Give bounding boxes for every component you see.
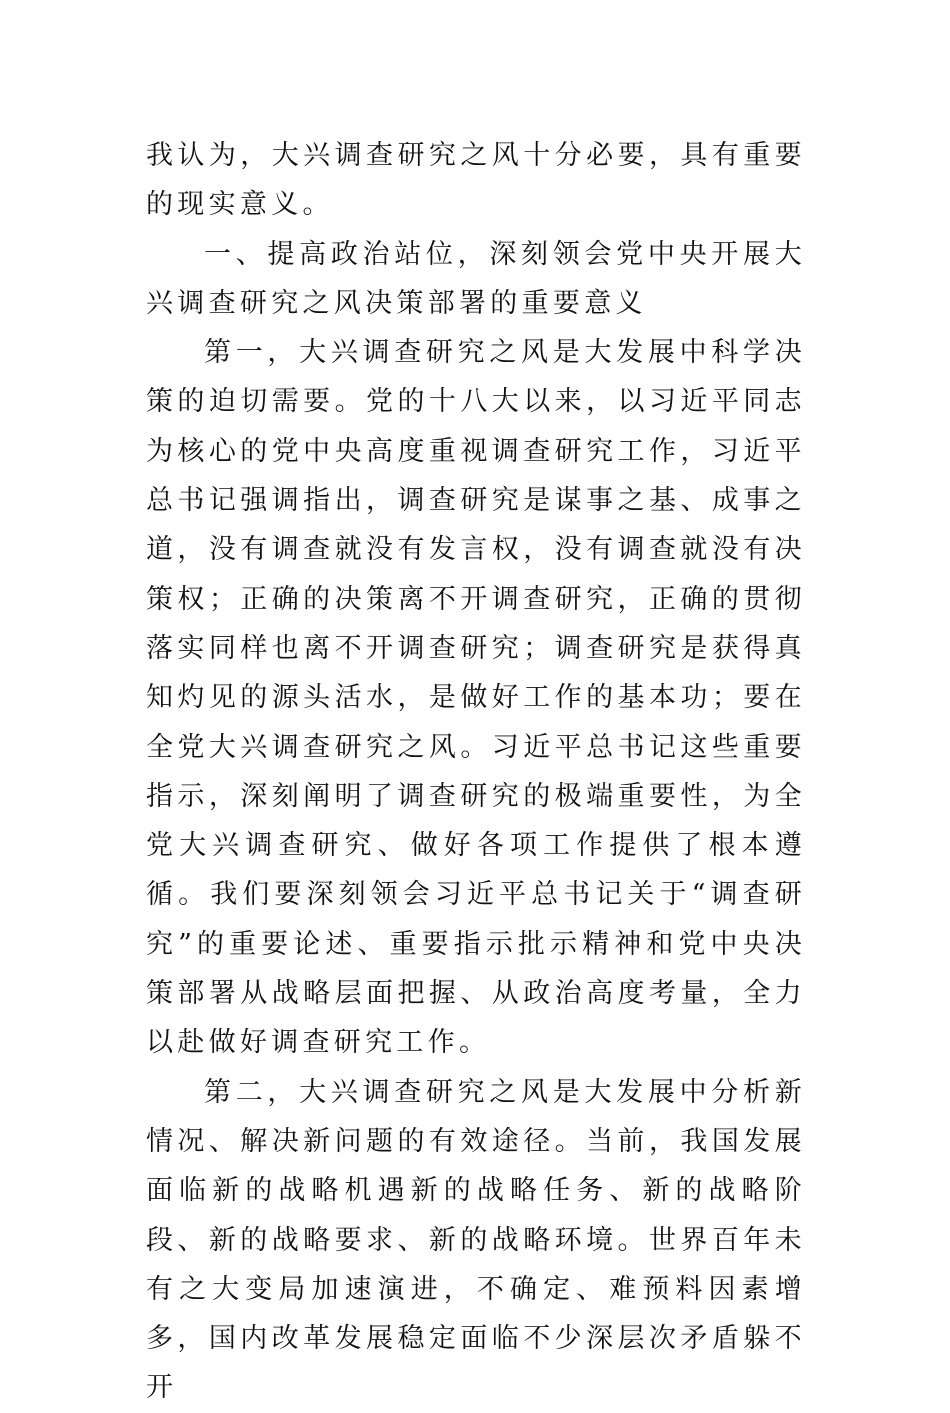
section-heading-1: 一、提高政治站位，深刻领会党中央开展大兴调查研究之风决策部署的重要意义 <box>146 238 806 319</box>
paragraph-intro: 我认为，大兴调查研究之风十分必要，具有重要的现实意义。 <box>146 140 806 221</box>
paragraph-point-1: 第一，大兴调查研究之风是大发展中科学决策的迫切需要。党的十八大以来，以习近平同志为核心的党中央高度重视调查研究工作，习近平总书记强调指出，调查研究是谋事之基、成事之道，没有调查就没有发言权，没有调查就没有决策权；正确的决策离不开调查研究，正确的贯彻落实同样也离不开调查研究；调查研究是获得真知灼见的源头活水，是做好工作的基本功；要在全党大兴调查研究之风。习近平总书记这些重要指示，深刻阐明了调查研究的极端重要性，为全党大兴调查研究、做好各项工作提供了根本遵循。我们要深刻领会习近平总书记关于“调查研究”的重要论述、重要指示批示精神和党中央决策部署从战略层面把握、从政治高度考量，全力以赴做好调查研究工作。 <box>146 337 806 1059</box>
document-body <box>146 131 806 1413</box>
paragraph-point-2: 第二，大兴调查研究之风是大发展中分析新情况、解决新问题的有效途径。当前，我国发展面临新的战略机遇新的战略任务、新的战略阶段、新的战略要求、新的战略环境。世界百年未有之大变局加速演进，不确定、难预料因素增多，国内改革发展稳定面临不少深层次矛盾躲不开 <box>146 1076 806 1404</box>
